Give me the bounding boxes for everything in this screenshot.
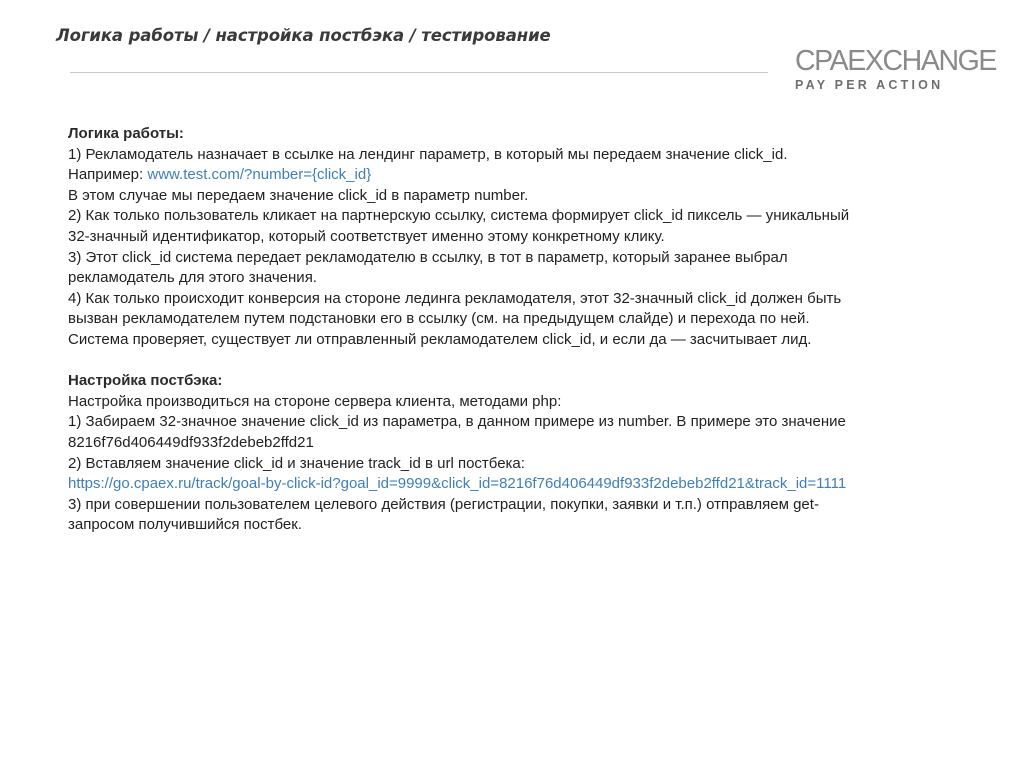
logic-line: В этом случае мы передаем значение click_id в параметр number. [68,186,529,204]
postback-url-link[interactable]: https://go.cpaex.ru/track/goal-by-click-id?goal_id=9999&click_id=8216f76d406449df933f2debeb2ffd21&track_id=1111 [68,475,847,493]
logic-line: 32-значный идентификатор, который соответствует именно этому конкретному клику. [68,227,665,245]
logic-heading: Логика работы: [68,125,184,142]
slide-body [68,124,968,536]
postback-line: 3) при совершении пользователем целевого действия (регистрации, покупки, заявки и т.п.) отправляем get- [68,495,819,513]
logic-line: 4) Как только происходит конверсия на стороне лединга рекламодателя, этот 32-значный click_id должен быть [68,289,842,307]
logo-wordmark: CPAEXCHANGE [795,45,997,77]
postback-line: запросом получившийся постбек. [68,516,302,534]
postback-line: 8216f76d406449df933f2debeb2ffd21 [68,433,314,451]
postback-line: 2) Вставляем значение click_id и значение track_id в url постбека: [68,454,525,472]
postback-line: Настройка производиться на стороне сервера клиента, методами php: [68,392,562,410]
postback-heading: Настройка постбэка: [68,372,223,390]
example-link[interactable]: www.test.com/?number={click_id} [147,166,372,184]
example-prefix: Например: [68,166,148,184]
logic-line: Система проверяет, существует ли отправленный рекламодателем click_id, и если да — засчитывает лид. [68,330,812,348]
cpaexchange-logo [795,45,997,93]
title-divider [70,72,768,73]
logic-line: 3) Этот click_id система передает рекламодателю в ссылку, в тот в параметр, который заранее выбрал [68,248,788,266]
logic-line: 1) Рекламодатель назначает в ссылке на лендинг параметр, в который мы передаем значение click_id. [68,145,788,163]
logic-line: рекламодатель для этого значения. [68,269,317,287]
postback-line: 1) Забираем 32-значное значение click_id из параметра, в данном примере из number. В примере это значение [68,413,846,431]
slide-title: Логика работы / настройка постбэка / тестирование [56,26,551,45]
section-spacer [68,351,968,372]
logic-line: вызван рекламодателем путем подстановки его в ссылку (см. на предыдущем слайде) и перехода по ней. [68,310,810,328]
logic-line: 2) Как только пользователь кликает на партнерскую ссылку, система формирует click_id пиксель — уникальный [68,207,850,225]
logic-example-line [68,165,968,186]
logo-tagline: PAY PER ACTION [795,78,944,92]
